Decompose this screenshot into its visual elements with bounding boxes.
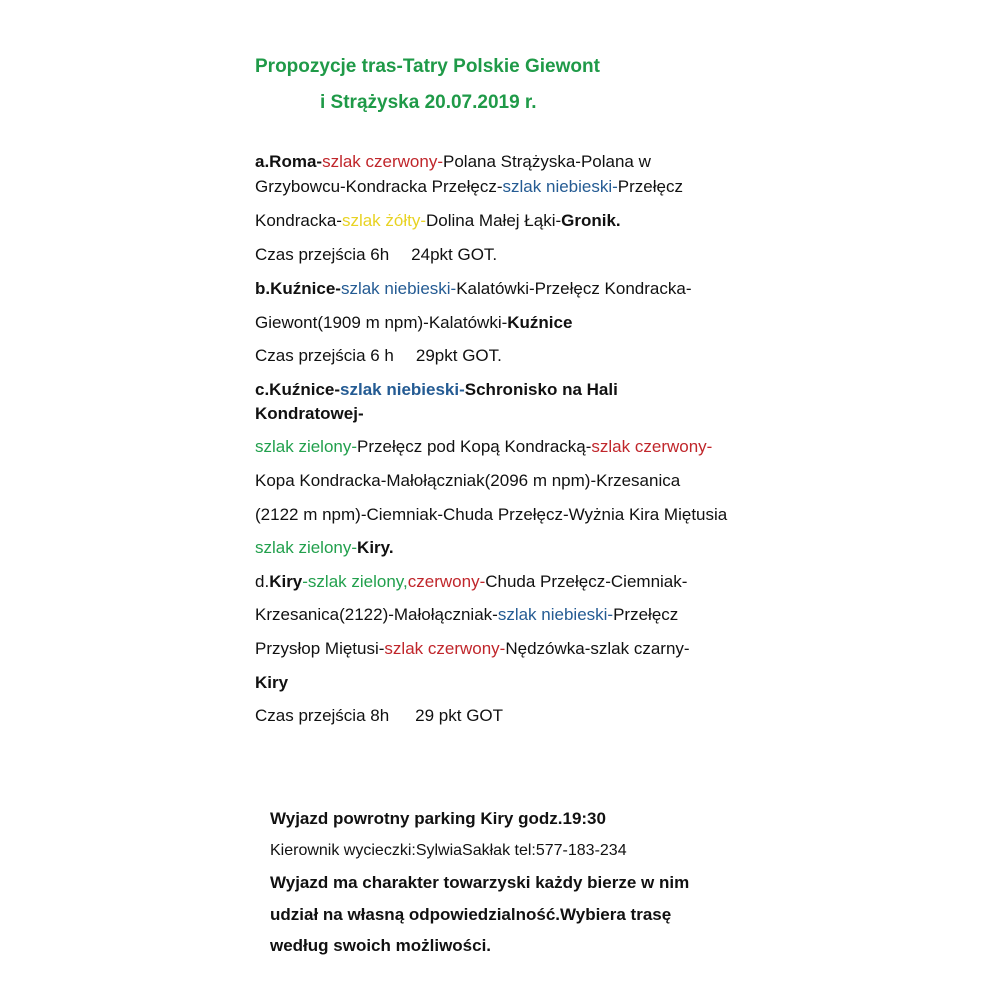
route-a-points: 24pkt GOT.: [411, 245, 498, 264]
route-d-line2: [255, 605, 678, 625]
route-c-line6: [255, 538, 394, 558]
route-text: Przełęcz: [617, 177, 683, 196]
footer-note-line1: Wyjazd ma charakter towarzyski każdy bierze w nim: [270, 873, 690, 892]
route-c-name: c.Kuźnice-: [255, 380, 341, 399]
route-text: Kondracka-: [255, 211, 342, 230]
route-b-time: Czas przejścia 6 h: [255, 346, 394, 365]
route-c-line4: [255, 471, 680, 491]
route-b-line1: [255, 279, 691, 299]
route-text: Schronisko na Hali: [464, 380, 618, 399]
route-text: Polana Strążyska-Polana w: [443, 152, 651, 171]
route-text: Nędzówka-szlak czarny-: [505, 639, 690, 658]
trail-red: szlak czerwony-: [591, 437, 713, 456]
route-text: Kondratowej-: [255, 404, 364, 423]
route-a-time-line: [255, 245, 497, 265]
route-text: Przełęcz: [613, 605, 679, 624]
route-d-time: Czas przejścia 8h: [255, 706, 390, 725]
route-a-line1: [255, 152, 651, 172]
route-b-end: Kuźnice: [507, 313, 573, 332]
footer-note-line2: udział na własną odpowiedzialność.Wybiera trasę: [270, 905, 672, 924]
route-text: Krzesanica(2122)-Małołączniak-: [255, 605, 498, 624]
route-text: Giewont(1909 m npm)-Kalatówki-: [255, 313, 508, 332]
trail-blue: szlak niebieski-: [340, 380, 465, 399]
route-c-line5: [255, 505, 727, 525]
page-title-line2: i Strążyska 20.07.2019 r.: [320, 92, 537, 113]
route-a-line3: [255, 211, 621, 231]
route-d-line1: [255, 572, 687, 592]
trail-blue: szlak niebieski-: [497, 605, 614, 624]
route-b-name: b.Kuźnice-: [255, 279, 341, 298]
route-text: Grzybowcu-Kondracka Przełęcz-: [255, 177, 503, 196]
footer-return: Wyjazd powrotny parking Kiry godz.19:30: [270, 809, 606, 828]
trail-green: szlak zielony-: [255, 437, 358, 456]
route-text: Dolina Małej Łąki-: [426, 211, 562, 230]
page-title-line1: Propozycje tras-Tatry Polskie Giewont: [255, 56, 600, 77]
route-a-line2: [255, 177, 683, 197]
route-text: Kopa Kondracka-Małołączniak(2096 m npm)-Krzesanica: [255, 471, 681, 490]
trail-blue: szlak niebieski-: [502, 177, 618, 196]
route-text: (2122 m npm)-Ciemniak-Chuda Przełęcz-Wyżnia Kira Miętusia: [255, 505, 728, 524]
trail-green: -szlak zielony,: [302, 572, 408, 591]
trail-blue: szlak niebieski-: [340, 279, 457, 298]
trail-red: szlak czerwony-: [322, 152, 443, 171]
trail-red: czerwony-: [407, 572, 486, 591]
route-d-prefix: d.: [255, 572, 270, 591]
route-c-line2: [255, 404, 364, 424]
route-c-end: Kiry.: [357, 538, 394, 557]
trail-red: szlak czerwony-: [384, 639, 506, 658]
route-d-name: Kiry: [269, 572, 303, 591]
route-text: Chuda Przełęcz-Ciemniak-: [485, 572, 688, 591]
route-a-time: Czas przejścia 6h: [255, 245, 390, 264]
route-a-name: a.Roma-: [255, 152, 323, 171]
route-text: Kalatówki-Przełęcz Kondracka-: [456, 279, 692, 298]
route-b-points: 29pkt GOT.: [415, 346, 502, 365]
trail-green: szlak zielony-: [255, 538, 358, 557]
route-d-end: Kiry: [255, 673, 289, 692]
footer-leader: Kierownik wycieczki:SylwiaSakłak tel:577-183-234: [270, 842, 627, 859]
route-text: Przysłop Miętusi-: [255, 639, 385, 658]
route-a-end: Gronik.: [561, 211, 621, 230]
route-text: Przełęcz pod Kopą Kondracką-: [357, 437, 592, 456]
route-d-line4: [255, 673, 288, 693]
route-c-line3: [255, 437, 712, 457]
route-d-time-line: [255, 706, 503, 726]
route-b-line2: [255, 313, 572, 333]
trail-yellow: szlak żółty-: [341, 211, 427, 230]
route-d-points: 29 pkt GOT: [415, 706, 504, 725]
route-c-line1: [255, 380, 618, 400]
footer-note-line3: według swoich możliwości.: [270, 936, 492, 955]
route-b-time-line: [255, 346, 502, 366]
route-d-line3: [255, 639, 690, 659]
